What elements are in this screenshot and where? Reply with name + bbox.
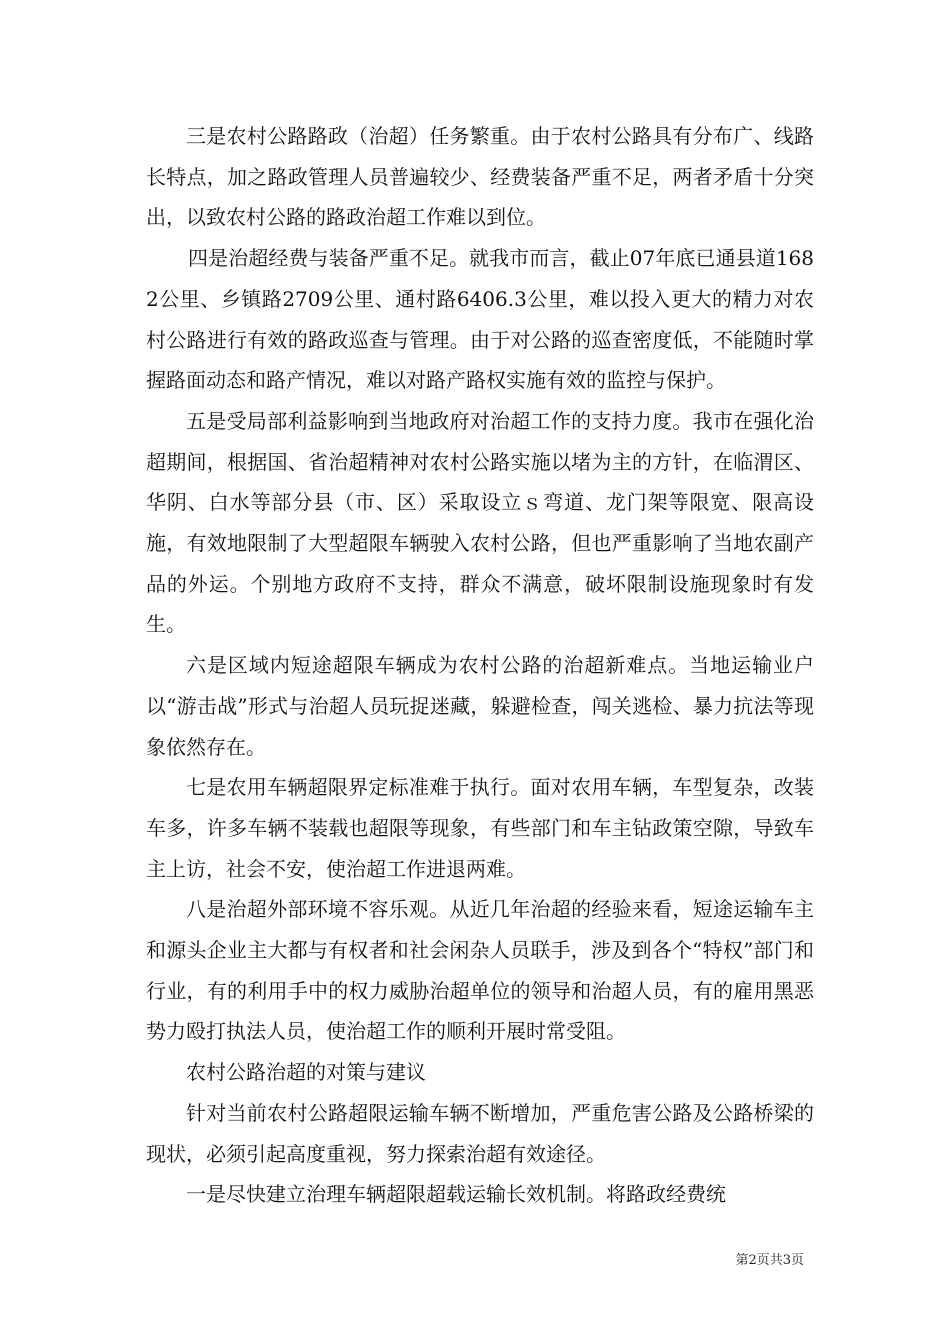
paragraph-measure-1: 一是尽快建立治理车辆超限超载运输长效机制。将路政经费统 [186, 1182, 726, 1207]
document-body [146, 116, 814, 1215]
section-heading: 农村公路治超的对策与建议 [186, 1060, 426, 1085]
paragraph-issue-5: 五是受局部利益影响到当地政府对治超工作的支持力度。我市在强化治超期间，根据国、省治超精神对农村公路实施以堵为主的方针，在临渭区、华阴、白水等部分县（市、区）采取设立ｓ弯道、龙门架等限宽、限高设施，有效地限制了大型超限车辆驶入农村公路，但也严重影响了当地农副产品的外运。个别地方政府不支持，群众不满意，破坏限制设施现象时有发生。 [146, 408, 814, 637]
paragraph-issue-6: 六是区域内短途超限车辆成为农村公路的治超新难点。当地运输业户以“游击战”形式与治超人员玩捉迷藏，躲避检查，闯关逃检、暴力抗法等现象依然存在。 [146, 653, 814, 759]
page-number: 第2页共3页 [735, 1253, 804, 1268]
paragraph-issue-3: 三是农村公路路政（治超）任务繁重。由于农村公路具有分布广、线路长特点，加之路政管理人员普遍较少、经费装备严重不足，两者矛盾十分突出，以致农村公路的路政治超工作难以到位。 [146, 124, 814, 230]
paragraph-issue-7: 七是农用车辆超限界定标准难于执行。面对农用车辆，车型复杂，改装车多，许多车辆不装载也超限等现象，有些部门和车主钻政策空隙，导致车主上访，社会不安，使治超工作进退两难。 [146, 775, 814, 881]
paragraph-issue-8: 八是治超外部环境不容乐观。从近几年治超的经验来看，短途运输车主和源头企业主大都与有权者和社会闲杂人员联手，涉及到各个“特权”部门和行业，有的利用手中的权力威胁治超单位的领导和治超人员，有的雇用黑恶势力殴打执法人员，使治超工作的顺利开展时常受阻。 [146, 897, 814, 1044]
paragraph-intro: 针对当前农村公路超限运输车辆不断增加，严重危害公路及公路桥梁的现状，必须引起高度重视，努力探索治超有效途径。 [146, 1100, 814, 1166]
paragraph-issue-4: 四是治超经费与装备严重不足。就我市而言，截止07年底已通县道1682公里、乡镇路2709公里、通村路6406.3公里，难以投入更大的精力对农村公路进行有效的路政巡查与管理。由于对公路的巡查密度低，不能随时掌握路面动态和路产情况，难以对路产路权实施有效的监控与保护。 [146, 246, 814, 393]
